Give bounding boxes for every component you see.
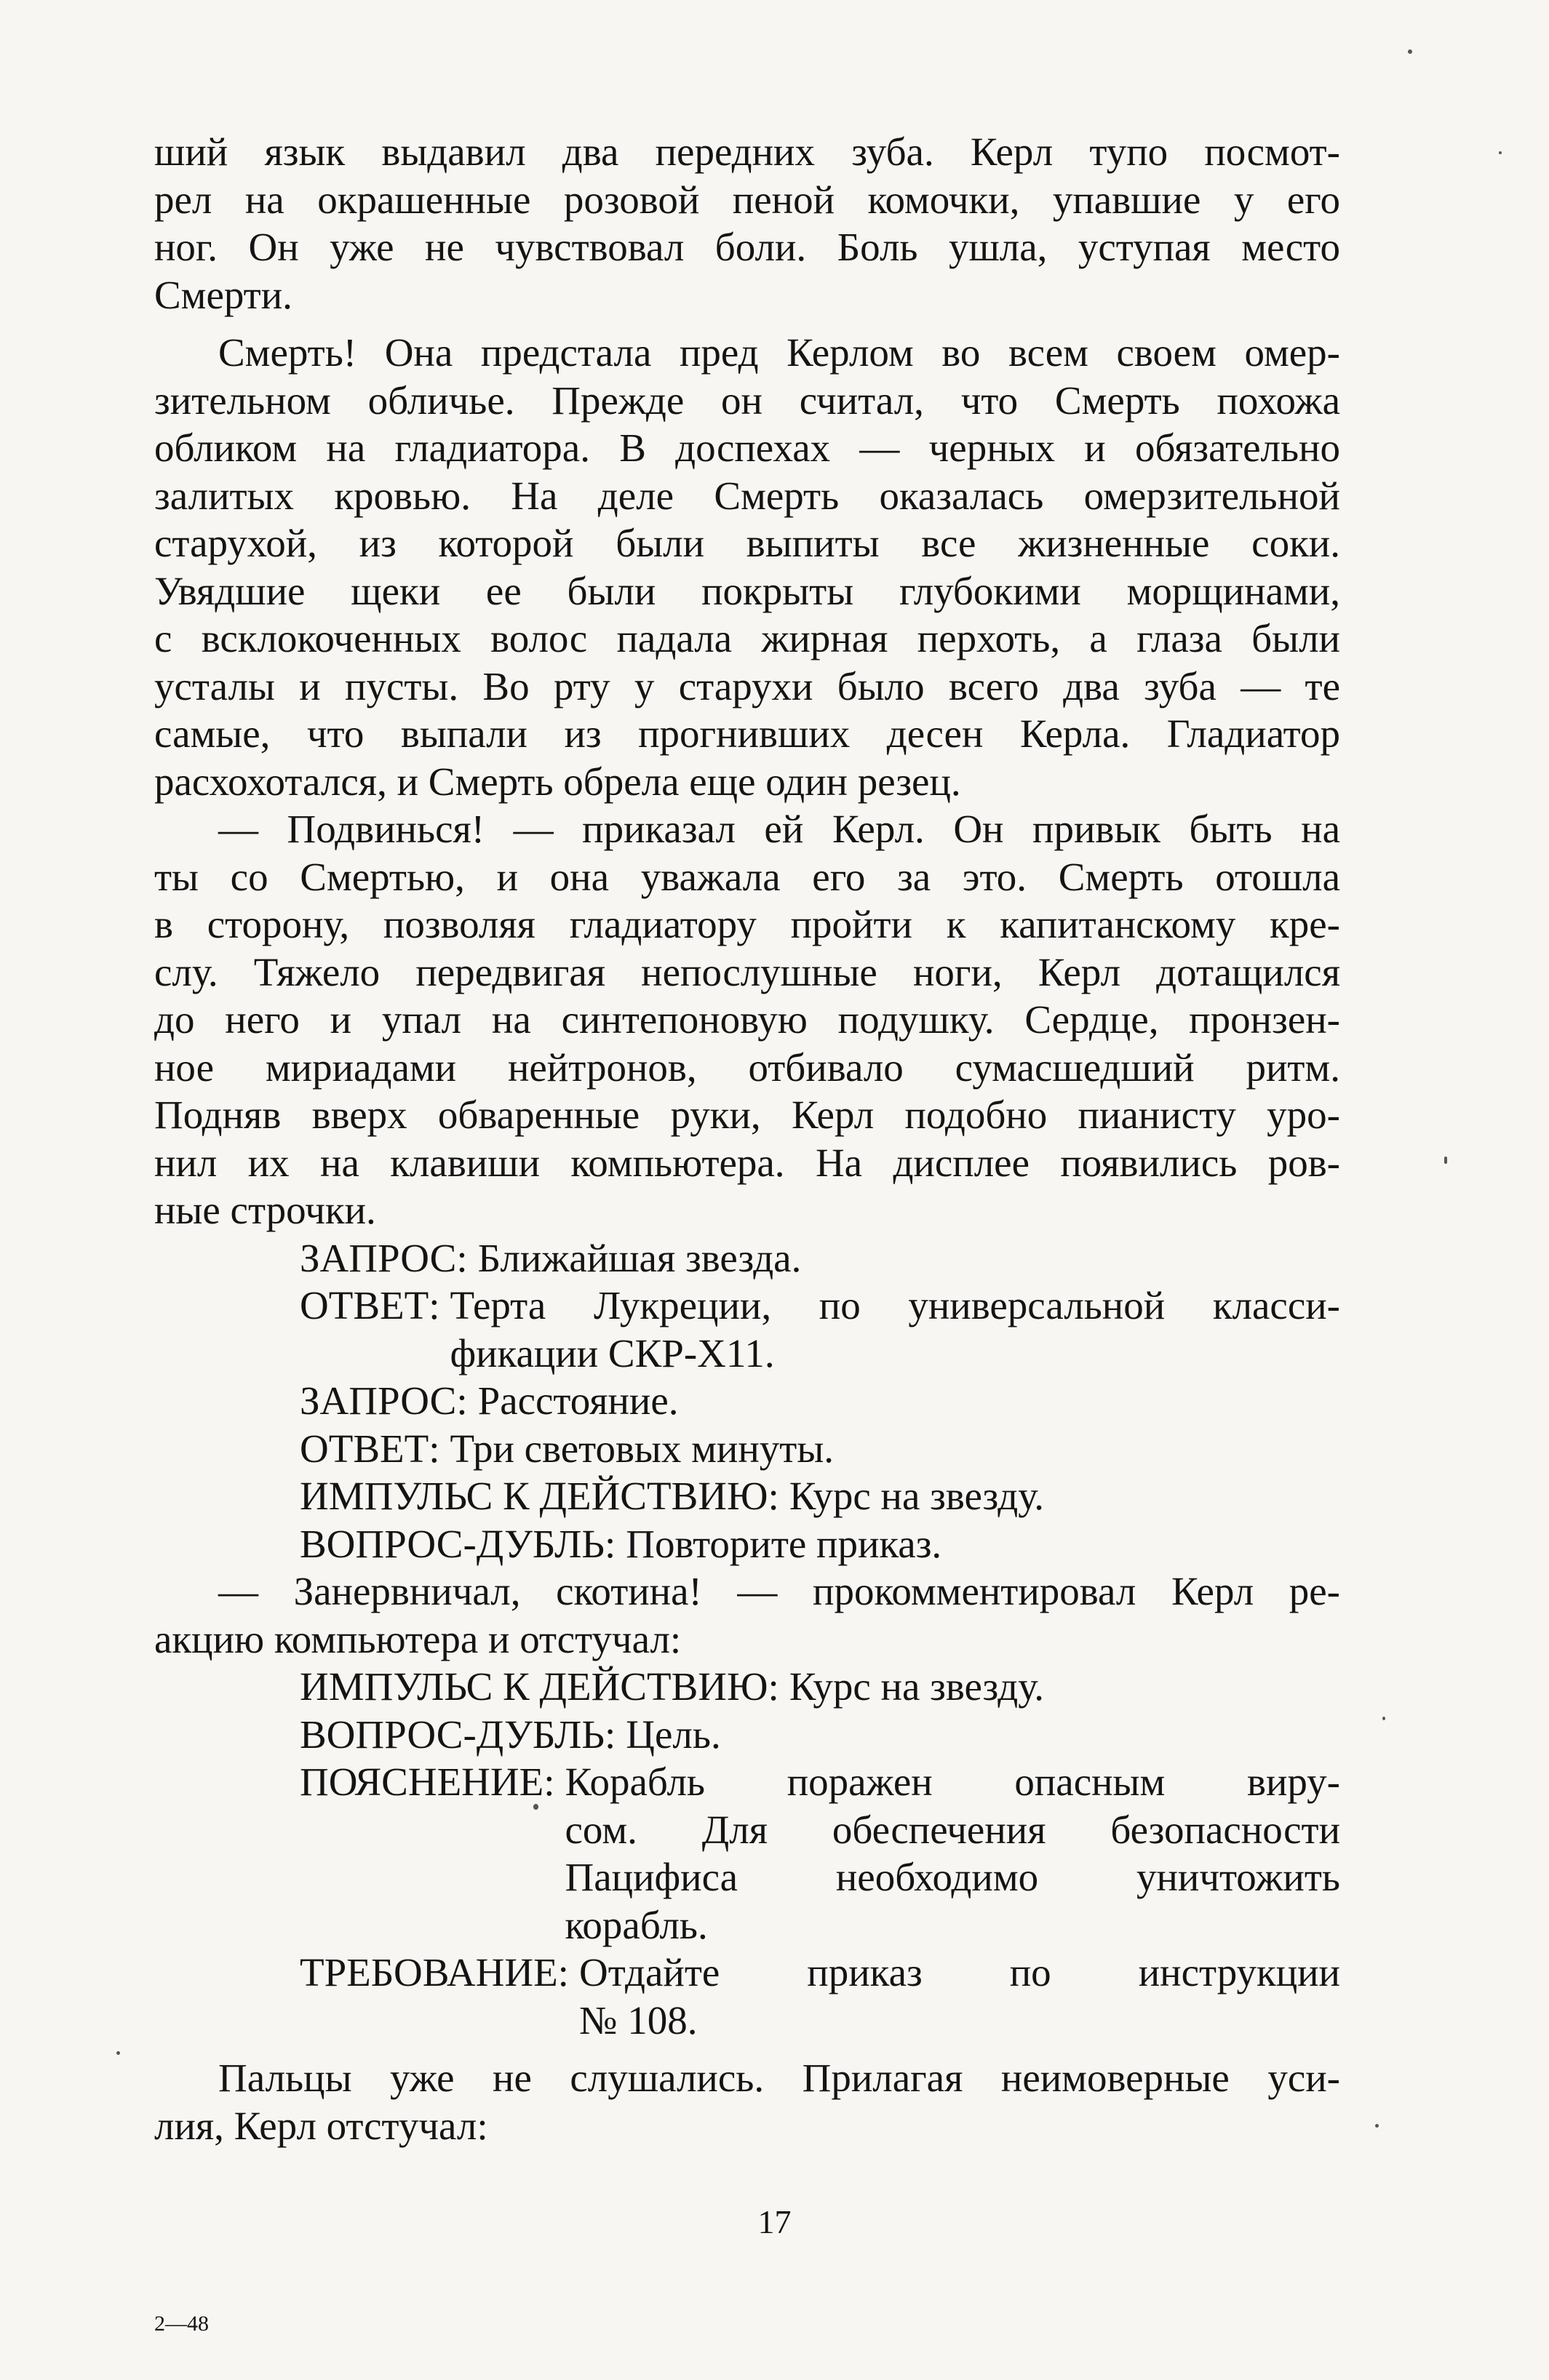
dialog-value — [468, 1377, 1340, 1425]
dialog-value — [569, 1949, 1340, 2044]
dialog-value-line: Курс на звезду. — [789, 1474, 1045, 1518]
text-line: усталы и пусты. Во рту у старухи было всего два зуба — те — [154, 663, 1340, 708]
dialog-value — [779, 1663, 1340, 1711]
dialog-value — [616, 1711, 1340, 1759]
print-speck — [533, 1804, 538, 1810]
dialog-entry — [300, 1234, 1340, 1282]
dialog-value — [439, 1425, 1340, 1473]
signature-mark: 2—48 — [154, 2312, 209, 2336]
dialog-entry — [300, 1663, 1340, 1711]
print-speck — [1408, 49, 1412, 54]
dialog-entry — [300, 1711, 1340, 1759]
dialog-entry — [300, 1282, 1340, 1377]
dialog-label: ЗАПРОС: — [300, 1378, 468, 1423]
text-line: ног. Он уже не чувствовал боли. Боль ушла, уступая место — [154, 225, 1340, 269]
dialog-value — [779, 1472, 1340, 1520]
dialog-value-line: № 108. — [578, 1997, 698, 2042]
dialog-value — [468, 1234, 1340, 1282]
text-line: старухой, из которой были выпиты все жизненные соки. — [154, 521, 1340, 565]
print-speck — [1375, 2124, 1379, 2128]
dialog-entry — [300, 1377, 1340, 1425]
text-line: Смерть! Она предстала пред Керлом во всем своем омер- — [218, 330, 1340, 375]
dialog-value-line: Цель. — [626, 1712, 721, 1757]
dialog-label: ОТВЕТ: — [300, 1283, 440, 1327]
text-line: залитых кровью. На деле Смерть оказалась омерзительной — [154, 473, 1340, 518]
dialog-label: ТРЕБОВАНИЕ: — [300, 1950, 569, 1994]
text-line: ные строчки. — [154, 1188, 376, 1232]
text-line: — Занервничал, скотина! — прокомментировал Керл ре- — [218, 1569, 1340, 1613]
print-speck — [1382, 1717, 1385, 1720]
dialog-entry — [300, 1472, 1340, 1520]
dialog-label: ИМПУЛЬС К ДЕЙСТВИЮ: — [300, 1474, 779, 1518]
paragraph-4 — [154, 1568, 1340, 1663]
text-line: рел на окрашенные розовой пеной комочки, упавшие у его — [154, 177, 1340, 222]
print-speck — [1499, 151, 1502, 154]
page-number: 17 — [757, 2203, 792, 2240]
text-line: ты со Смертью, и она уважала его за это. Смерть отошла — [154, 854, 1340, 899]
paragraph-3 — [154, 805, 1340, 1234]
dialog-label: ОТВЕТ: — [300, 1426, 440, 1471]
dialog-value — [555, 1758, 1341, 1949]
dialog-value-line: сом. Для обеспечения безопасности — [565, 1807, 1340, 1852]
paragraph-5 — [154, 2054, 1340, 2149]
page-text — [154, 128, 1340, 2149]
dialog-value-line: Три световых минуты. — [450, 1426, 835, 1471]
text-line: ное мириадами нейтронов, отбивало сумасшедший ритм. — [154, 1045, 1340, 1090]
text-line: нил их на клавиши компьютера. На дисплее появились ров- — [154, 1140, 1340, 1185]
dialog-value-line: Курс на звезду. — [789, 1664, 1045, 1709]
text-line: до него и упал на синтепоновую подушку. Сердце, пронзен- — [154, 997, 1340, 1042]
dialog-label: ВОПРОС-ДУБЛЬ: — [300, 1712, 616, 1757]
text-line: зительном обличье. Прежде он считал, что Смерть похожа — [154, 378, 1340, 423]
dialog-value — [616, 1520, 1340, 1568]
dialog-value-line: фикации СКР-Х11. — [450, 1330, 775, 1375]
text-line: Увядшие щеки ее были покрыты глубокими морщинами, — [154, 568, 1340, 613]
print-speck — [116, 2051, 120, 2055]
dialog-value-line: корабль. — [565, 1902, 708, 1947]
dialog-value-line: Расстояние. — [477, 1378, 679, 1423]
text-line: акцию компьютера и отстучал: — [154, 1616, 682, 1661]
text-line: в сторону, позволяя гладиатору пройти к капитанскому кре- — [154, 902, 1340, 946]
dialog-value-line: Ближайшая звезда. — [477, 1235, 802, 1280]
paragraph-2 — [154, 329, 1340, 805]
text-line: обликом на гладиатора. В доспехах — черных и обязательно — [154, 426, 1340, 470]
dialog-value-line: Терта Лукреции, по универсальной класси- — [450, 1283, 1340, 1327]
dialog-value — [439, 1282, 1340, 1377]
dialog-value-line: Повторите приказ. — [626, 1521, 942, 1566]
computer-dialog-2 — [154, 1663, 1340, 2044]
print-speck — [1444, 1157, 1447, 1164]
text-line: — Подвинься! — приказал ей Керл. Он привык быть на — [218, 807, 1340, 851]
dialog-value-line: Отдайте приказ по инструкции — [578, 1950, 1340, 1994]
dialog-entry — [300, 1425, 1340, 1473]
dialog-label: ЗАПРОС: — [300, 1235, 468, 1280]
text-line: самые, что выпали из прогнивших десен Керла. Гладиатор — [154, 711, 1340, 756]
dialog-value-line: Пацифиса необходимо уничтожить — [565, 1855, 1340, 1899]
text-line: расхохотался, и Смерть обрела еще один резец. — [154, 759, 961, 804]
dialog-label: ВОПРОС-ДУБЛЬ: — [300, 1521, 616, 1566]
text-line: ший язык выдавил два передних зуба. Керл тупо посмот- — [154, 129, 1340, 174]
text-line: Пальцы уже не слушались. Прилагая неимоверные уси- — [218, 2056, 1340, 2100]
text-line: Подняв вверх обваренные руки, Керл подобно пианисту уро- — [154, 1093, 1340, 1137]
paragraph-1 — [154, 128, 1340, 319]
dialog-entry — [300, 1949, 1340, 2044]
computer-dialog-1 — [154, 1234, 1340, 1568]
dialog-value-line: Корабль поражен опасным виру- — [565, 1760, 1340, 1804]
text-line: Смерти. — [154, 272, 292, 317]
dialog-entry — [300, 1758, 1340, 1949]
text-line: лия, Керл отстучал: — [154, 2103, 488, 2148]
text-line: слу. Тяжело передвигая непослушные ноги, Керл дотащился — [154, 949, 1340, 994]
dialog-entry — [300, 1520, 1340, 1568]
dialog-label: ПОЯСНЕНИЕ: — [300, 1760, 555, 1804]
text-line: с всклокоченных волос падала жирная перхоть, а глаза были — [154, 616, 1340, 660]
dialog-label: ИМПУЛЬС К ДЕЙСТВИЮ: — [300, 1664, 779, 1709]
